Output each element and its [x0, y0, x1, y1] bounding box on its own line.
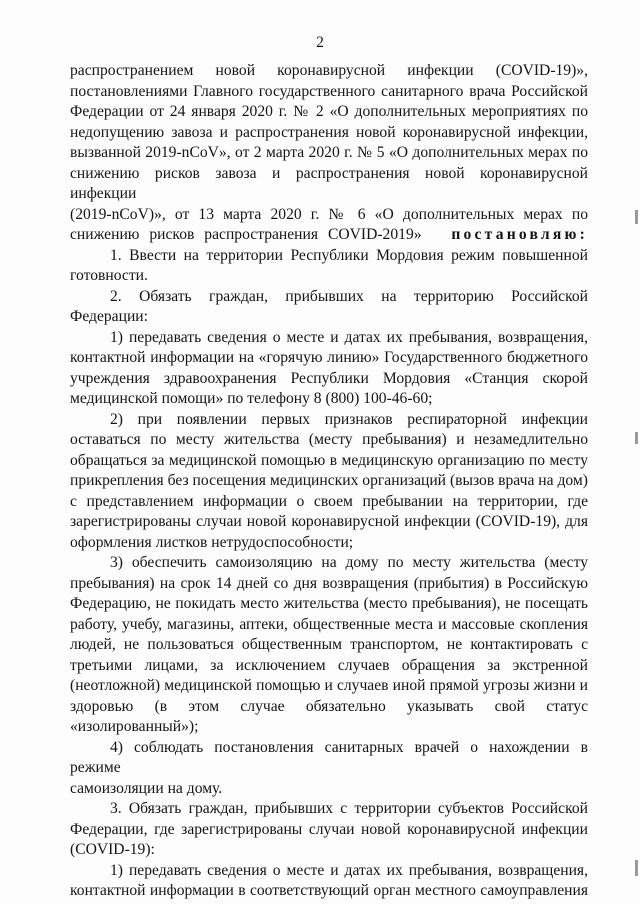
text-line: 4) соблюдать постановления санитарных врачей о нахождении в режиме — [70, 738, 588, 776]
paragraph-item-2-4 — [70, 738, 588, 800]
text-line: (неотложной) медицинской помощью и случаев иной прямой угрозы жизни и — [70, 677, 588, 694]
text-line: 1) передавать сведения о месте и датах их пребывания, возвращения, — [110, 861, 588, 879]
paragraph-item-3 — [70, 799, 588, 861]
text-line: Федерации: — [70, 308, 148, 325]
text-line: третьими лицами, за исключением случаев обращения за экстренной — [70, 656, 588, 674]
text-line: постановлениями Главного государственного санитарного врача Российской — [70, 82, 588, 100]
text-line: Федерации, где зарегистрированы случаи новой коронавирусной инфекции — [70, 820, 588, 838]
text-line: медицинской помощи» по телефону 8 (800) 100-46-60; — [70, 390, 433, 407]
text-line: снижению рисков завоза и распространения новой коронавирусной инфекции — [70, 164, 588, 202]
text-line: 2) при появлении первых признаков респираторной инфекции — [110, 410, 588, 428]
text-line: 1) передавать сведения о месте и датах их пребывания, возвращения, — [110, 328, 588, 346]
text-line: оставаться по месту жительства (месту пребывания) и незамедлительно — [70, 431, 588, 448]
page-number: 2 — [316, 34, 324, 51]
resolution-word: постановляю: — [451, 226, 588, 243]
paragraph-item-3-1 — [70, 861, 588, 902]
text-line: распространением новой коронавирусной инфекции (COVID-19)», — [70, 62, 588, 79]
text-line: работу, учебу, магазины, аптеки, общественные места и массовые скопления — [70, 615, 588, 633]
text-line: Федерации от 24 января 2020 г. № 2 «О дополнительных мероприятиях по — [70, 103, 588, 120]
text-line: прикрепления без посещения медицинских организаций (вызов врача на дом) — [70, 472, 588, 489]
text-line: с представлением информации о своем пребывании на территории, где — [70, 492, 588, 510]
paragraph-item-2-1 — [70, 328, 588, 410]
text-line: зарегистрированы случаи новой коронавирусной инфекции (COVID-19), для — [70, 513, 588, 530]
document-body — [70, 61, 588, 902]
text-line: 3) обеспечить самоизоляцию на дому по месту жительства (месту — [110, 554, 588, 571]
text-line: обращаться за медицинской помощью в медицинскую организацию по месту — [70, 451, 588, 469]
paragraph-item-2-3 — [70, 553, 588, 738]
text-line: 1. Ввести на территории Республики Мордовия режим повышенной — [110, 246, 588, 264]
text-line: учреждения здравоохранения Республики Мордовия «Станция скорой — [70, 369, 588, 387]
text-line — [70, 225, 588, 246]
text-line: вызванной 2019-nCoV», от 2 марта 2020 г. № 5 «О дополнительных мерах по — [70, 144, 588, 161]
text-line: «изолированный»); — [70, 718, 199, 735]
text-line: контактной информации в соответствующий орган местного самоуправления — [70, 882, 588, 899]
text-line: 3. Обязать граждан, прибывших с территории субъектов Российской — [110, 800, 588, 817]
text-line: контактной информации на «горячую линию» Государственного бюджетного — [70, 349, 588, 366]
text-line: недопущению завоза и распространения новой коронавирусной инфекции, — [70, 123, 588, 141]
text-line: пребывания) на срок 14 дней со дня возвращения (прибытия) в Российскую — [70, 574, 588, 592]
text-line: Федерацию, не покидать место жительства (место пребывания), не посещать — [70, 595, 588, 612]
scan-edge-mark — [635, 210, 638, 224]
text-line: людей, не пользоваться общественным транспортом, не контактировать с — [70, 636, 588, 653]
text-line: готовности. — [70, 267, 148, 284]
paragraph-item-2 — [70, 287, 588, 328]
text-line: самоизоляции на дому. — [70, 779, 223, 797]
paragraph-preamble — [70, 61, 588, 246]
text-line: (2019-nCoV)», от 13 марта 2020 г. № 6 «О дополнительных мерах по — [70, 205, 588, 223]
text-line: здоровью (в этом случае обязательно указывать свой статус — [70, 697, 588, 715]
text-line: (COVID-19): — [70, 841, 155, 858]
scan-edge-mark — [635, 432, 638, 444]
text-segment: снижению рисков распространения COVID-2019» — [70, 226, 422, 243]
text-line: оформления листков нетрудоспособности; — [70, 533, 354, 551]
scan-edge-mark — [635, 860, 638, 876]
paragraph-item-2-2 — [70, 410, 588, 554]
paragraph-item-1 — [70, 246, 588, 287]
text-line: 2. Обязать граждан, прибывших на территорию Российской — [110, 287, 588, 305]
